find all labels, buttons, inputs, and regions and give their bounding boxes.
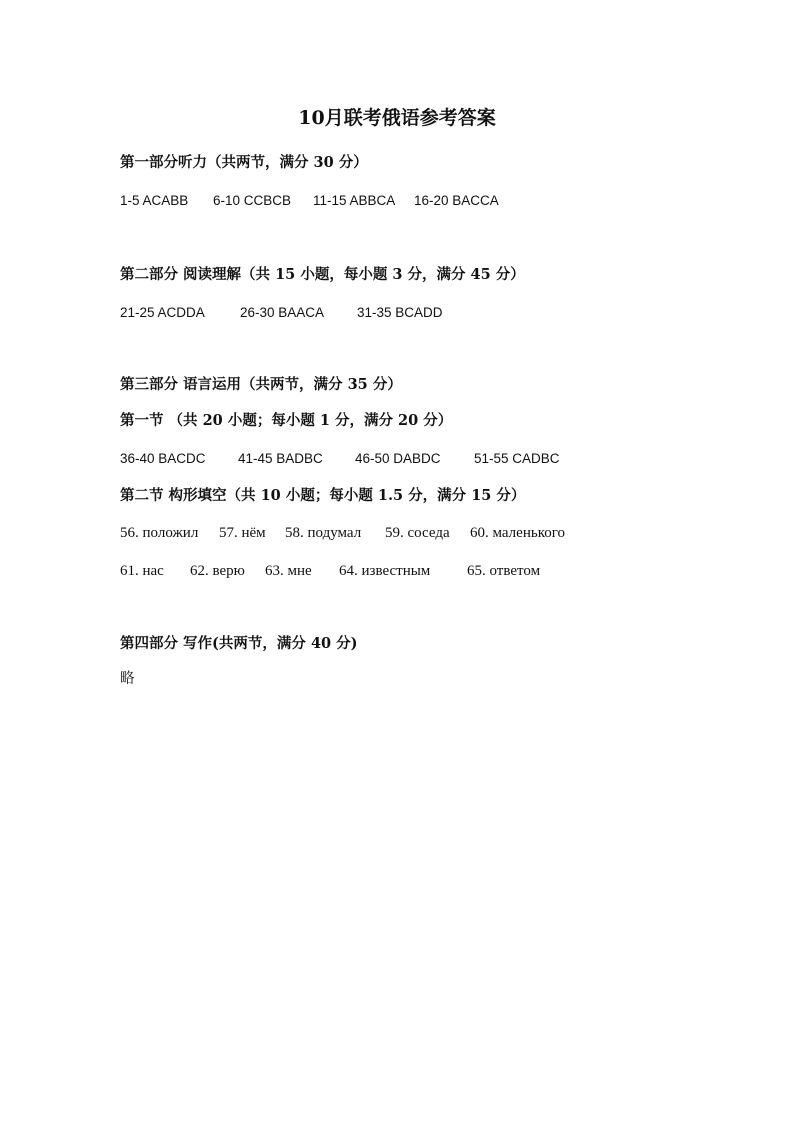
answer-group: 21-25 ACDDA <box>120 305 205 320</box>
answer-word: 62. верю <box>190 563 245 579</box>
answer-word: 59. соседа <box>385 525 450 541</box>
answer-word: 60. маленького <box>470 525 565 541</box>
answer-group: 1-5 ACABB <box>120 193 189 208</box>
part4-heading: 第四部分 写作(共两节，满分 40 分) <box>120 635 358 652</box>
answer-group: 16-20 BACCA <box>414 193 499 208</box>
answer-group: 26-30 BAACA <box>240 305 325 320</box>
part3-section2-answers-row2 <box>120 561 640 581</box>
answer-group: 46-50 DABDC <box>355 451 441 466</box>
part3-section1-heading: 第一节 （共 20 小题；每小题 1 分，满分 20 分） <box>120 412 453 429</box>
part3-section1-answers <box>120 449 640 469</box>
part4-content: 略 <box>120 671 135 687</box>
part2-answers <box>120 303 620 323</box>
part3-section2-heading: 第二节 构形填空（共 10 小题；每小题 1.5 分，满分 15 分） <box>120 487 526 504</box>
answer-word: 64. известным <box>339 563 431 579</box>
answer-word: 65. ответом <box>467 563 541 579</box>
answer-group: 6-10 CCBCB <box>213 193 292 208</box>
answer-group: 51-55 CADBC <box>474 451 560 466</box>
answer-word: 61. нас <box>120 563 164 579</box>
document-title: 10月联考俄语参考答案 <box>298 107 496 129</box>
answer-word: 58. подумал <box>285 525 362 541</box>
answer-group: 41-45 BADBC <box>238 451 323 466</box>
answer-word: 56. положил <box>120 525 199 541</box>
answer-group: 36-40 BACDC <box>120 451 206 466</box>
part1-answers <box>120 191 620 211</box>
answer-group: 31-35 BCADD <box>357 305 443 320</box>
answer-word: 63. мне <box>265 563 312 579</box>
answer-group: 11-15 ABBCA <box>313 193 396 208</box>
part3-section2-answers-row1 <box>120 523 640 543</box>
answer-word: 57. нём <box>219 525 266 541</box>
part2-heading: 第二部分 阅读理解（共 15 小题，每小题 3 分，满分 45 分） <box>120 266 525 283</box>
part1-heading: 第一部分听力（共两节，满分 30 分） <box>120 154 368 171</box>
part3-heading: 第三部分 语言运用（共两节，满分 35 分） <box>120 376 402 393</box>
